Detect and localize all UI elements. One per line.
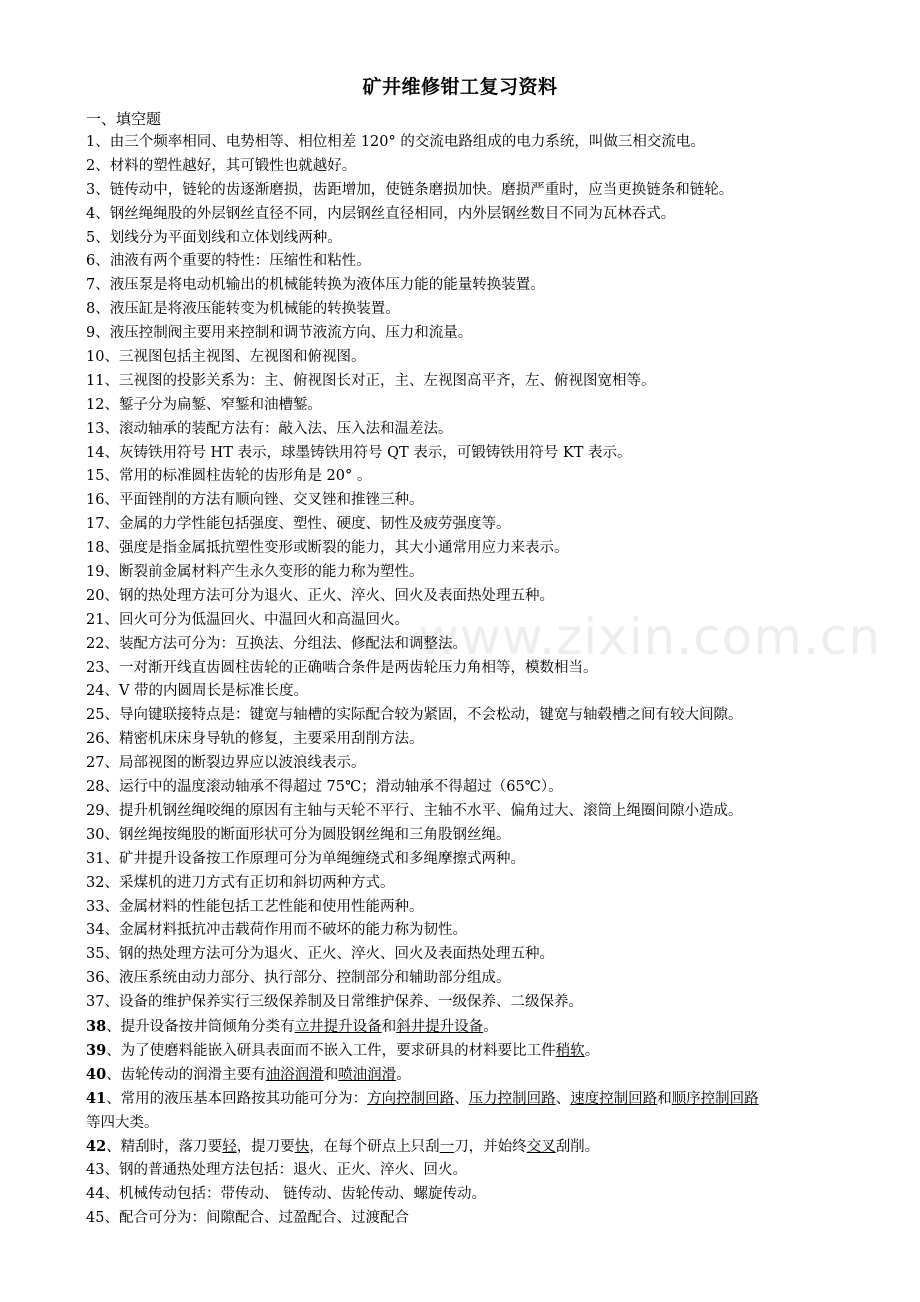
question-item: 14、灰铸铁用符号 HT 表示，球墨铸铁用符号 QT 表示，可锻铸铁用符号 KT 表示。: [86, 444, 632, 461]
question-item: 9、液压控制阀主要用来控制和调节液流方向、压力和流量。: [86, 325, 473, 342]
question-item: 16、平面锉削的方法有顺向锉、交叉锉和推锉三种。: [86, 492, 424, 509]
item-text: 、提升设备按井筒倾角分类有: [106, 1018, 295, 1035]
question-item: 32、采煤机的进刀方式有正切和斜切两种方式。: [86, 874, 395, 891]
question-item: 22、装配方法可分为：互换法、分组法、修配法和调整法。: [86, 635, 467, 652]
answer-underlined: 一: [439, 1139, 455, 1156]
answer-underlined: 快: [294, 1139, 310, 1156]
question-item: 20、钢的热处理方法可分为退火、正火、淬火、回火及表面热处理五种。: [86, 587, 554, 604]
answer-underlined: 喷油润滑: [338, 1066, 397, 1083]
item-number: 40: [86, 1065, 107, 1083]
question-item: 21、回火可分为低温回火、中温回火和高温回火。: [86, 611, 409, 628]
item-text: 、精刮时，落刀要: [106, 1139, 223, 1156]
question-item: 24、V 带的内圆周长是标准长度。: [86, 683, 309, 700]
item-text: 和: [657, 1090, 672, 1107]
answer-underlined: 油浴润滑: [265, 1066, 324, 1083]
item-number: 41: [86, 1089, 107, 1107]
question-item: 2、材料的塑性越好，其可锻性也就越好。: [86, 157, 357, 174]
watermark: www.zixin.com.cn: [418, 608, 882, 666]
answer-underlined: 方向控制回路: [367, 1090, 455, 1107]
question-item: 7、液压泵是将电动机输出的机械能转换为液体压力能的能量转换装置。: [86, 277, 545, 294]
question-item: 11、三视图的投影关系为：主、俯视图长对正，主、左视图高平齐，左、俯视图宽相等。: [86, 372, 656, 389]
question-item: 5、划线分为平面划线和立体划线两种。: [86, 229, 342, 246]
item-text: 、常用的液压基本回路按其功能可分为：: [106, 1090, 368, 1107]
item-text: 刀，并始终: [454, 1139, 527, 1156]
question-item: 13、滚动轴承的装配方法有：敲入法、压入法和温差法。: [86, 420, 453, 437]
question-item: 30、钢丝绳按绳股的断面形状可分为圆股钢丝绳和三角股钢丝绳。: [86, 826, 511, 843]
question-item: 10、三视图包括主视图、左视图和俯视图。: [86, 349, 366, 366]
item-number: 39: [86, 1041, 107, 1059]
item-text: 和: [381, 1018, 397, 1035]
question-item: 43、钢的普通热处理方法包括：退火、正火、淬火、回火。: [86, 1162, 467, 1179]
question-item: 18、强度是指金属抵抗塑性变形或断裂的能力，其大小通常用应力来表示。: [86, 540, 569, 557]
question-item: 3、链传动中，链轮的齿逐渐磨损，齿距增加，使链条磨损加快。磨损严重时，应当更换链条和链轮。: [86, 181, 734, 198]
question-item: 26、精密机床床身导轨的修复，主要采用刮削方法。: [86, 731, 424, 748]
item-text: 等四大类。: [86, 1114, 159, 1131]
question-item: 34、金属材料抵抗冲击载荷作用而不破坏的能力称为韧性。: [86, 922, 467, 939]
question-item: 15、常用的标准圆柱齿轮的齿形角是 20° 。: [86, 468, 372, 485]
question-item: 23、一对渐开线直齿圆柱齿轮的正确啮合条件是两齿轮压力角相等，模数相当。: [86, 659, 598, 676]
question-item-41: [86, 1087, 841, 1136]
answer-underlined: 顺序控制回路: [671, 1090, 759, 1107]
question-item: 25、导向键联接特点是：键宽与轴槽的实际配合较为紧固，不会松动，键宽与轴毂槽之间有较大间隙。: [86, 707, 743, 724]
answer-underlined: 压力控制回路: [468, 1090, 556, 1107]
item-text: 、为了使磨料能嵌入研具表面而不嵌入工件，要求研具的材料要比工件: [106, 1042, 556, 1059]
question-item: 31、矿井提升设备按工作原理可分为单绳缠绕式和多绳摩擦式两种。: [86, 850, 525, 867]
answer-underlined: 速度控制回路: [570, 1090, 658, 1107]
item-text: 刮削。: [555, 1139, 600, 1156]
question-item-40: [86, 1063, 841, 1087]
item-text: 。: [584, 1042, 600, 1059]
question-item: 1、由三个频率相同、电势相等、相位相差 120° 的交流电路组成的电力系统，叫做三相交流电。: [86, 134, 705, 150]
question-item: 36、液压系统由动力部分、执行部分、控制部分和辅助部分组成。: [86, 970, 511, 987]
item-text: ，在每个研点上只刮: [309, 1139, 440, 1156]
answer-underlined: 稍软: [555, 1042, 585, 1059]
item-text: 。: [396, 1066, 411, 1083]
document-title: 矿井维修钳工复习资料: [362, 76, 558, 98]
item-text: 、: [555, 1090, 571, 1107]
question-item: 33、金属材料的性能包括工艺性能和使用性能两种。: [86, 898, 424, 915]
question-item: 19、断裂前金属材料产生永久变形的能力称为塑性。: [86, 564, 424, 581]
question-item: 28、运行中的温度滚动轴承不得超过 75℃；滑动轴承不得超过（65℃）。: [86, 779, 563, 796]
question-item: 44、机械传动包括：带传动、 链传动、齿轮传动、螺旋传动。: [86, 1186, 487, 1203]
question-item-39: [86, 1039, 841, 1063]
answer-underlined: 交叉: [526, 1139, 556, 1156]
question-item: 37、设备的维护保养实行三级保养制及日常维护保养、一级保养、二级保养。: [86, 994, 583, 1011]
item-text: 、齿轮传动的润滑主要有: [106, 1066, 266, 1083]
section-heading: 一、填空题: [86, 110, 162, 128]
question-item: 6、油液有两个重要的特性：压缩性和粘性。: [86, 253, 371, 270]
question-item-42: [86, 1135, 841, 1159]
question-item-38: [86, 1015, 841, 1039]
question-list: [86, 131, 841, 1231]
question-item: 27、局部视图的断裂边界应以波浪线表示。: [86, 755, 366, 772]
question-item: 12、錾子分为扁錾、窄錾和油槽錾。: [86, 396, 322, 413]
item-text: 和: [323, 1066, 339, 1083]
question-item: 4、钢丝绳绳股的外层钢丝直径不同，内层钢丝直径相同，内外层钢丝数目不同为瓦林吞式。: [86, 205, 676, 222]
question-item: 8、液压缸是将液压能转变为机械能的转换装置。: [86, 301, 400, 318]
question-item: 45、配合可分为：间隙配合、过盈配合、过渡配合: [86, 1210, 409, 1227]
item-text: 。: [483, 1018, 498, 1035]
answer-underlined: 立井提升设备: [294, 1018, 382, 1035]
item-text: 、: [454, 1090, 469, 1107]
question-item: 29、提升机钢丝绳咬绳的原因有主轴与天轮不平行、主轴不水平、偏角过大、滚筒上绳圈间隙小造成。: [86, 802, 743, 819]
answer-underlined: 轻: [222, 1139, 237, 1156]
question-item: 17、金属的力学性能包括强度、塑性、硬度、韧性及疲劳强度等。: [86, 516, 511, 533]
answer-underlined: 斜井提升设备: [396, 1018, 484, 1035]
item-text: ，提刀要: [236, 1139, 295, 1156]
item-number: 38: [86, 1017, 107, 1035]
item-number: 42: [86, 1138, 107, 1156]
question-item: 35、钢的热处理方法可分为退火、正火、淬火、回火及表面热处理五种。: [86, 946, 554, 963]
